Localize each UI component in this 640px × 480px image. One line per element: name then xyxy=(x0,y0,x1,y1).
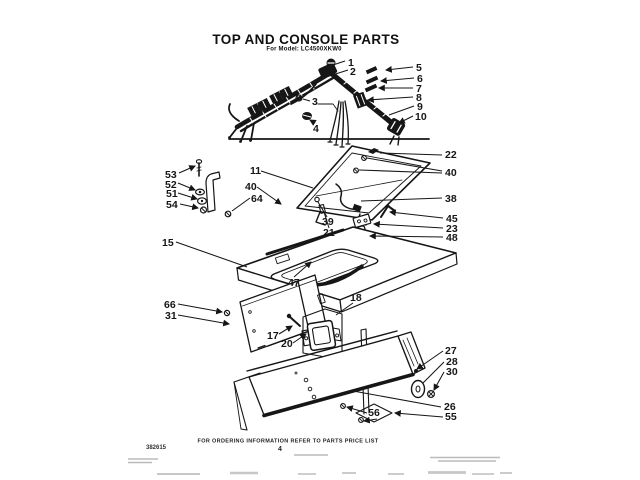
lid-drawing xyxy=(297,146,430,225)
washer-part-28 xyxy=(412,381,425,398)
clip-part-6 xyxy=(366,76,379,85)
model-subtitle: For Model: LC4500XKW0 xyxy=(266,46,342,53)
page-number: 4 xyxy=(278,446,282,453)
leader-line-31 xyxy=(178,315,229,324)
part-number-11: 11 xyxy=(250,165,262,177)
leader-line-64 xyxy=(232,198,250,211)
leader-line-23 xyxy=(374,224,443,228)
part-number-17: 17 xyxy=(267,330,279,342)
leader-line-45 xyxy=(390,212,443,218)
part-number-8: 8 xyxy=(416,92,422,104)
leader-line-15 xyxy=(176,242,247,267)
part-number-51: 51 xyxy=(166,188,178,200)
leader-line-55 xyxy=(395,413,443,417)
part-number-15: 15 xyxy=(162,237,174,249)
part-number-31: 31 xyxy=(165,310,177,322)
leader-line-11 xyxy=(261,171,313,188)
part-number-52: 52 xyxy=(165,179,177,191)
hinge-screw-stack-drawing xyxy=(196,160,231,217)
part-number-38: 38 xyxy=(445,193,457,205)
part-number-40: 40 xyxy=(445,167,457,179)
part-number-20: 20 xyxy=(281,338,293,350)
part-number-56: 56 xyxy=(368,407,380,419)
part-number-28: 28 xyxy=(446,356,458,368)
part-number-9: 9 xyxy=(417,101,423,113)
print-artifacts xyxy=(128,455,512,474)
part-number-21: 21 xyxy=(323,227,335,239)
part-number-47: 47 xyxy=(288,277,300,289)
leader-line-6 xyxy=(381,78,414,81)
part-number-22: 22 xyxy=(445,149,457,161)
hinge-bracket xyxy=(206,172,220,212)
document-number: 382615 xyxy=(146,445,167,451)
part-number-10: 10 xyxy=(415,111,427,123)
part-number-5: 5 xyxy=(416,62,422,74)
part-number-3: 3 xyxy=(312,96,318,108)
part-number-18: 18 xyxy=(350,292,362,304)
part-number-4: 4 xyxy=(313,123,319,135)
part-number-7: 7 xyxy=(416,83,422,95)
leader-line-52 xyxy=(178,183,195,190)
part-number-26: 26 xyxy=(444,401,456,413)
leader-line-53 xyxy=(179,166,195,173)
part-number-6: 6 xyxy=(417,73,423,85)
part-number-45: 45 xyxy=(446,213,458,225)
leader-line-28 xyxy=(423,362,444,383)
part-number-23: 23 xyxy=(446,223,458,235)
part-number-48: 48 xyxy=(446,232,458,244)
part-number-1: 1 xyxy=(348,57,354,69)
part-number-55: 55 xyxy=(445,411,457,423)
part-number-2: 2 xyxy=(350,66,356,78)
leader-line-51 xyxy=(178,193,197,199)
leader-line-10 xyxy=(399,116,413,123)
part-number-40: 40 xyxy=(245,181,257,193)
page-title: TOP AND CONSOLE PARTS xyxy=(212,32,400,47)
leader-line-66 xyxy=(178,304,222,312)
part-number-30: 30 xyxy=(446,366,458,378)
clip-part-7 xyxy=(365,84,378,93)
part-number-27: 27 xyxy=(445,345,457,357)
ordering-note: FOR ORDERING INFORMATION REFER TO PARTS PRICE LIST xyxy=(197,438,379,445)
part-number-54: 54 xyxy=(166,199,178,211)
clip-part-5 xyxy=(366,66,378,74)
leader-line-30 xyxy=(434,372,444,390)
part-number-64: 64 xyxy=(251,193,263,205)
leader-line-3 xyxy=(303,99,310,101)
leader-line-54 xyxy=(180,204,198,208)
part-number-39: 39 xyxy=(322,216,334,228)
part-number-53: 53 xyxy=(165,169,177,181)
leader-line-9 xyxy=(389,106,414,115)
leader-line-8 xyxy=(368,97,413,100)
part-number-66: 66 xyxy=(164,299,176,311)
leader-line-5 xyxy=(386,67,413,70)
